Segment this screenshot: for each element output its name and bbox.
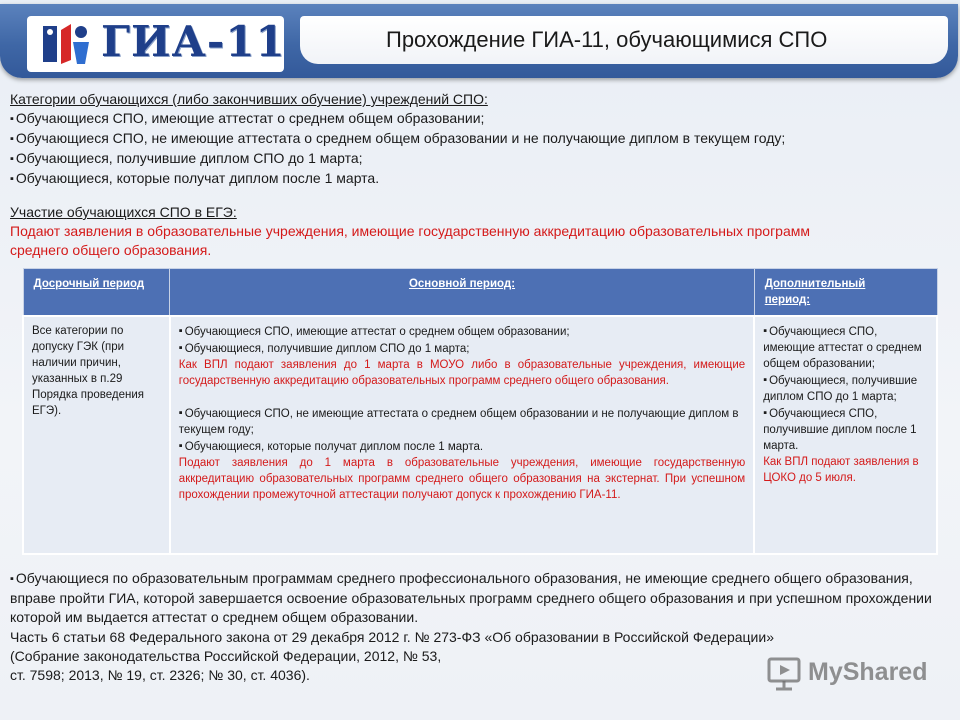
early-period-text: Все категории по допуску ГЭК (при наличии причин, указанных в п.29 Порядка проведения ЕГЭ). xyxy=(32,325,144,417)
title-panel xyxy=(300,16,948,64)
participation-line-1: Подают заявления в образовательные учреждения, имеющие государственную аккредитацию образовательных программ xyxy=(10,223,811,239)
page-title: Прохождение ГИА-11, обучающимися СПО xyxy=(386,27,828,52)
law-source: (Собрание законодательства Российской Федерации, 2012, № 53, xyxy=(10,647,442,664)
category-item: ▪ Обучающиеся СПО, не имеющие аттестата о среднем общем образовании и не получающие диплом в текущем году; xyxy=(10,129,945,149)
bottom-bullet: ▪ Обучающиеся по образовательным программам среднего профессионального образования, не имеющие среднего общего образования, вправе пройти ГИА, которой завершается освоение образовательных программ среднего общего образования и при успешном прохождении которой им выдается аттестат о среднем общем образовании. xyxy=(10,569,945,628)
category-item: ▪ Обучающиеся СПО, имеющие аттестат о среднем общем образовании; xyxy=(10,109,945,129)
law-reference: Часть 6 статьи 68 Федерального закона от 29 декабря 2012 г. № 273-ФЗ «Об образовании в Российской Федерации» xyxy=(10,628,774,645)
presentation-icon xyxy=(766,656,802,692)
categories-heading: Категории обучающихся (либо закончивших обучение) учреждений СПО: xyxy=(10,91,488,107)
cell-extra-period xyxy=(754,316,937,554)
main-bullet: ▪ Обучающиеся, получившие диплом СПО до 1 марта; xyxy=(179,340,745,357)
watermark-text: MyShared xyxy=(808,658,928,686)
participation-heading: Участие обучающихся СПО в ЕГЭ: xyxy=(10,204,237,220)
watermark xyxy=(766,656,936,694)
main-note-red: Подают заявления до 1 марта в образовательные учреждения, имеющие государственную аккредитацию образовательных программ среднего общего образования на экстернат. При успешном прохождении промежуточной аттестации получают допуск к прохождению ГИА-11. xyxy=(178,457,746,501)
periods-table xyxy=(22,268,938,555)
category-item: ▪ Обучающиеся, которые получат диплом после 1 марта. xyxy=(10,169,945,189)
main-bullet: ▪ Обучающиеся СПО, не имеющие аттестата о среднем общем образовании и не получающие диплом в текущем году; xyxy=(179,405,745,438)
main-bullet: ▪ Обучающиеся СПО, имеющие аттестат о среднем общем образовании; xyxy=(179,323,745,340)
extra-bullet: ▪ Обучающиеся СПО, имеющие аттестат о среднем общем образовании; xyxy=(763,323,928,372)
header-early-period: Досрочный период xyxy=(23,269,170,317)
logo-text: ГИА-11 xyxy=(101,17,286,66)
participation-line-2: среднего общего образования. xyxy=(10,242,212,258)
logo-emblem-icon xyxy=(33,20,95,68)
gia-logo xyxy=(27,16,284,72)
category-item: ▪ Обучающиеся, получившие диплом СПО до 1 марта; xyxy=(10,149,945,169)
extra-bullet: ▪ Обучающиеся, получившие диплом СПО до 1 марта; xyxy=(763,372,928,405)
categories-block xyxy=(10,90,945,189)
extra-bullet: ▪ Обучающиеся СПО, получившие диплом после 1 марта. xyxy=(763,405,928,454)
main-note-red: Как ВПЛ подают заявления до 1 марта в МОУО либо в образовательные учреждения, имеющие государственную аккредитацию образовательных программ среднего общего образования. xyxy=(178,359,746,387)
header-main-period: Основной период: xyxy=(170,269,754,317)
header-extra-period xyxy=(754,269,937,317)
law-articles: ст. 7598; 2013, № 19, ст. 2326; № 30, ст. 4036). xyxy=(10,667,310,684)
header-extra-line-2: период: xyxy=(764,294,811,306)
main-bullet: ▪ Обучающиеся, которые получат диплом после 1 марта. xyxy=(179,438,745,455)
header-extra-line-1: Дополнительный xyxy=(764,278,866,290)
header-bar xyxy=(0,4,958,78)
cell-main-period xyxy=(170,316,754,554)
cell-early-period xyxy=(23,316,170,554)
extra-note-red: Как ВПЛ подают заявления в ЦОКО до 5 июля. xyxy=(763,456,919,484)
participation-block xyxy=(10,203,945,260)
